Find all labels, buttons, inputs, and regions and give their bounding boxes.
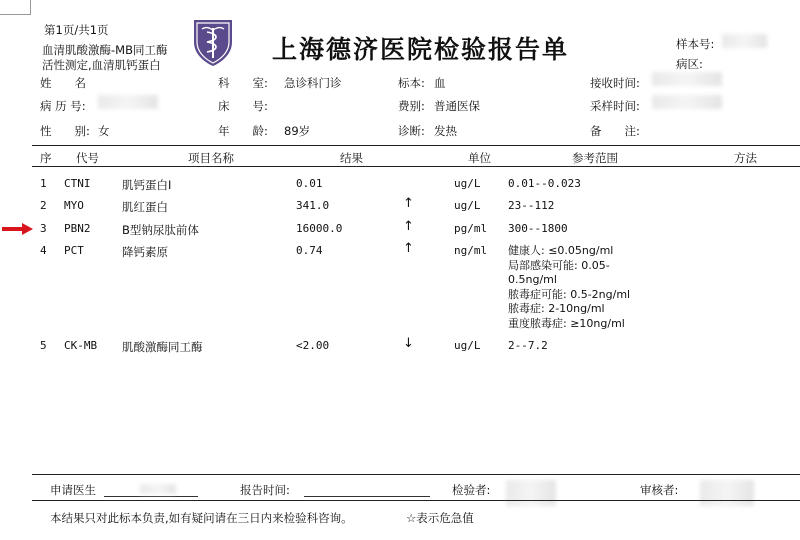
footer-top-rule: [32, 474, 800, 475]
row-2-result: 341.0: [296, 199, 330, 212]
fee-label: 费别:: [398, 99, 425, 113]
row-4-ref-line: 0.5ng/ml: [508, 273, 557, 286]
corner-mark: [0, 0, 31, 15]
table-header-rule: [32, 166, 800, 167]
hospital-title: 上海德济医院检验报告单: [272, 35, 570, 64]
row-2-no: 2: [40, 199, 47, 212]
hospital-logo: [188, 16, 238, 68]
sex-value: 女: [98, 124, 110, 138]
row-5-result: <2.00: [296, 339, 330, 352]
collect-time-label: 采样时间:: [590, 99, 640, 113]
row-5-ref: 2--7.2: [508, 339, 548, 352]
col-header-unit: 单位: [468, 151, 491, 165]
redacted-sample-no: [722, 34, 767, 48]
diagnosis-value: 发热: [434, 124, 457, 138]
row-1-unit: ug/L: [454, 177, 481, 190]
row-4-ref: [508, 244, 630, 331]
row-2-code: MYO: [64, 199, 84, 212]
dept-value: 急诊科门诊: [284, 76, 342, 90]
redacted-reviewer: [700, 480, 754, 506]
redacted-doctor: [140, 484, 176, 494]
row-4-name: 降钙素原: [122, 245, 168, 259]
col-header-ref: 参考范围: [572, 151, 618, 165]
report-time-label: 报告时间:: [240, 483, 290, 497]
row-1-result: 0.01: [296, 177, 323, 190]
row-3-unit: pg/ml: [454, 222, 488, 235]
col-header-result: 结果: [340, 151, 363, 165]
redacted-collect-time: [652, 95, 722, 109]
row-1-code: CTNI: [64, 177, 91, 190]
doctor-label: 申请医生: [50, 483, 96, 497]
row-4-ref-line: 脓毒症: 2-10ng/ml: [508, 302, 605, 315]
row-2-name: 肌红蛋白: [122, 200, 168, 214]
name-label: 姓 名: [40, 76, 86, 90]
sample-no-label: 样本号:: [676, 37, 715, 51]
age-label: 年 龄:: [218, 124, 268, 138]
red-pointer-arrow-icon: [0, 221, 34, 240]
sex-label: 性 别:: [40, 124, 90, 138]
redacted-record-no: [98, 95, 158, 109]
col-header-name: 项目名称: [188, 151, 234, 165]
disclaimer: 本结果只对此标本负责,如有疑问请在三日内来检验科咨询。: [50, 511, 353, 525]
doctor-underline: [104, 496, 198, 497]
ward-label: 病区:: [676, 57, 703, 71]
col-header-code: 代号: [76, 151, 99, 165]
col-header-no: 序: [40, 151, 52, 165]
col-header-method: 方法: [734, 151, 757, 165]
page-info: 第1页/共1页: [44, 23, 109, 37]
record-label: 病 历 号:: [40, 99, 86, 113]
diagnosis-label: 诊断:: [398, 124, 425, 138]
row-5-name: 肌酸激酶同工酶: [122, 340, 203, 354]
row-5-unit: ug/L: [454, 339, 481, 352]
row-4-no: 4: [40, 244, 47, 257]
row-1-name: 肌钙蛋白I: [122, 178, 172, 192]
row-4-result: 0.74: [296, 244, 323, 257]
row-1-ref: 0.01--0.023: [508, 177, 581, 190]
redacted-receive-time: [652, 72, 722, 86]
row-5-flag-down-arrow-icon: ↓: [403, 336, 414, 351]
redacted-tester: [506, 480, 556, 506]
row-4-ref-line: 重度脓毒症: ≥10ng/ml: [508, 316, 625, 330]
tester-label: 检验者:: [452, 483, 491, 497]
row-2-ref: 23--112: [508, 199, 555, 212]
specimen-label: 标本:: [398, 76, 425, 90]
dept-label: 科 室:: [218, 76, 268, 90]
table-top-rule: [32, 145, 800, 146]
row-1-no: 1: [40, 177, 47, 190]
row-3-result: 16000.0: [296, 222, 343, 235]
bed-label: 床 号:: [218, 99, 268, 113]
row-2-unit: ug/L: [454, 199, 481, 212]
row-3-name: B型钠尿肽前体: [122, 223, 199, 237]
row-5-code: CK-MB: [64, 339, 98, 352]
row-4-ref-line: 健康人: ≤0.05ng/ml: [508, 244, 614, 257]
row-3-ref: 300--1800: [508, 222, 568, 235]
row-4-unit: ng/ml: [454, 244, 488, 257]
row-4-flag-up-arrow-icon: ↑: [403, 241, 414, 256]
row-2-flag-up-arrow-icon: ↑: [403, 196, 414, 211]
remark-label: 备 注:: [590, 124, 640, 138]
reviewer-label: 审核者:: [640, 483, 679, 497]
row-3-code: PBN2: [64, 222, 91, 235]
row-4-ref-line: 局部感染可能: 0.05-: [508, 258, 610, 272]
row-5-no: 5: [40, 339, 47, 352]
row-3-no: 3: [40, 222, 47, 235]
receive-time-label: 接收时间:: [590, 76, 640, 90]
row-4-code: PCT: [64, 244, 84, 257]
row-3-flag-up-arrow-icon: ↑: [403, 219, 414, 234]
fee-value: 普通医保: [434, 99, 480, 113]
footer-bottom-rule: [32, 500, 800, 501]
critical-value-note: ☆表示危急值: [406, 511, 474, 525]
row-4-ref-line: 脓毒症可能: 0.5-2ng/ml: [508, 287, 631, 301]
report-time-underline: [304, 496, 430, 497]
age-value: 89岁: [284, 124, 311, 138]
test-group-line-2: 活性测定,血清肌钙蛋白: [42, 58, 161, 72]
test-group-line-1: 血清肌酸激酶-MB同工酶: [42, 43, 168, 57]
specimen-value: 血: [434, 76, 446, 90]
